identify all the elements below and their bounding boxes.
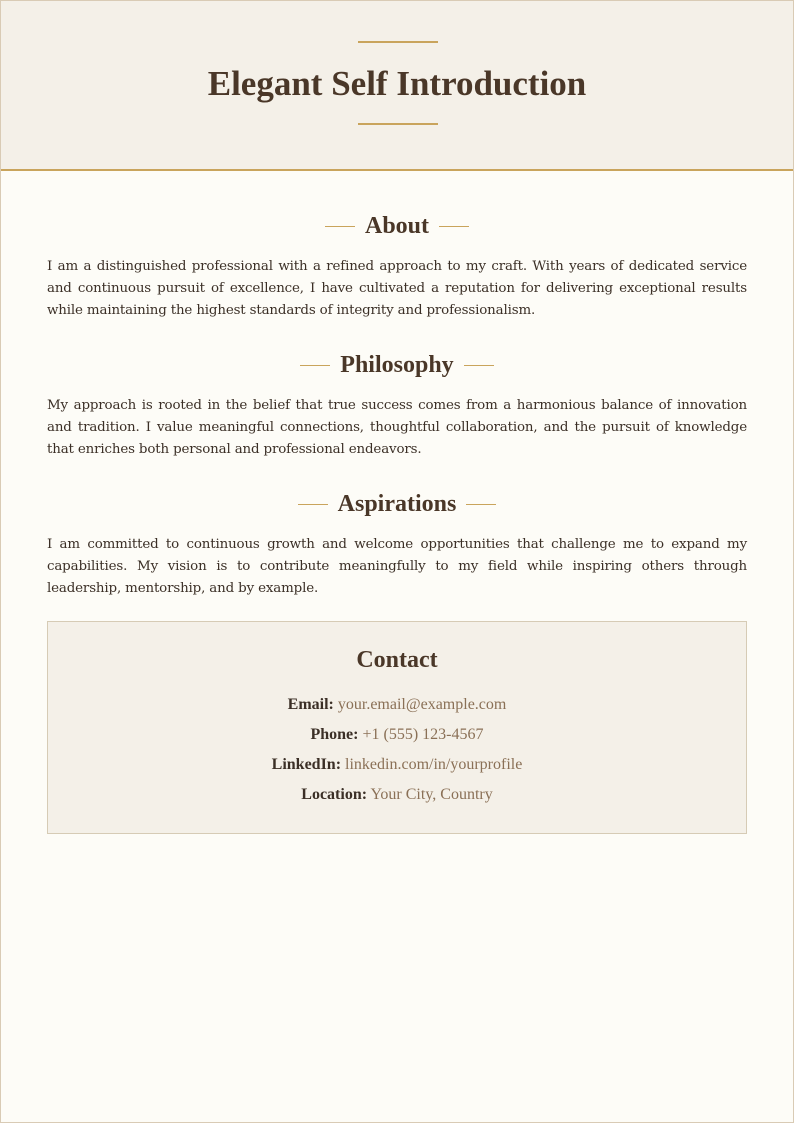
heading-dash-right xyxy=(464,365,494,366)
email-value[interactable]: your.email@example.com xyxy=(337,696,507,713)
contact-location xyxy=(48,780,746,810)
philosophy-section xyxy=(47,350,747,461)
heading-dash-left xyxy=(325,226,355,227)
contact-phone xyxy=(48,720,746,750)
contact-linkedin xyxy=(48,750,746,780)
aspirations-section xyxy=(47,489,747,600)
heading-dash-right xyxy=(439,226,469,227)
contact-box xyxy=(47,621,747,834)
about-heading xyxy=(47,211,747,241)
header-top-rule xyxy=(358,41,438,43)
contact-label: Location: xyxy=(301,786,368,803)
about-section xyxy=(47,211,747,322)
main-content xyxy=(1,211,793,834)
philosophy-heading xyxy=(47,350,747,380)
heading-dash-left xyxy=(298,504,328,505)
heading-dash-right xyxy=(466,504,496,505)
linkedin-value[interactable]: linkedin.com/in/yourprofile xyxy=(345,756,523,773)
contact-email xyxy=(48,690,746,720)
philosophy-title: Philosophy xyxy=(340,351,454,378)
about-title: About xyxy=(364,212,430,239)
phone-value[interactable]: +1 (555) 123-4567 xyxy=(362,726,484,743)
about-text: I am a distinguished professional with a refined approach to my craft. With years of dedicated service and continuous pursuit of excellence, I have cultivated a reputation for delivering exceptional results while maintaining the highest standards of integrity and professionalism. xyxy=(47,259,747,318)
location-value: Your City, Country xyxy=(370,786,493,803)
aspirations-heading xyxy=(47,489,747,519)
header-bottom-rule xyxy=(358,123,438,125)
contact-label: Email: xyxy=(287,696,334,713)
contact-label: Phone: xyxy=(310,726,359,743)
philosophy-text: My approach is rooted in the belief that true success comes from a harmonious balance of innovation and tradition. I value meaningful connections, thoughtful collaboration, and the pursuit of knowledge that enriches both personal and professional endeavors. xyxy=(47,398,747,457)
contact-title: Contact xyxy=(356,647,438,673)
page-title: Elegant Self Introduction xyxy=(207,64,587,103)
aspirations-title: Aspirations xyxy=(337,490,457,517)
contact-list xyxy=(48,690,746,810)
page-header xyxy=(1,1,793,171)
contact-label: LinkedIn: xyxy=(271,756,342,773)
heading-dash-left xyxy=(300,365,330,366)
aspirations-text: I am committed to continuous growth and welcome opportunities that challenge me to expand my capabilities. My vision is to contribute meaningfully to my field while inspiring others through leadership, mentorship, and by example. xyxy=(47,537,747,596)
